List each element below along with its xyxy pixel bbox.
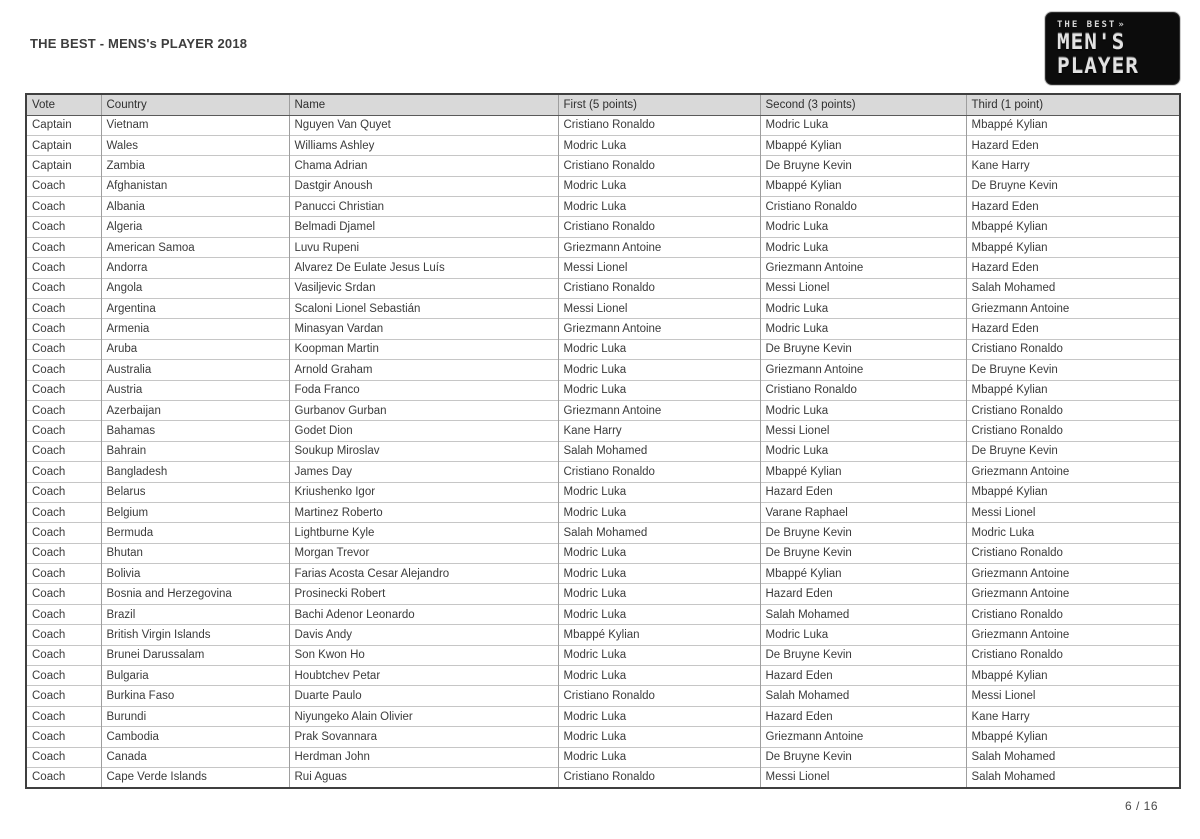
table-cell: Coach: [26, 217, 101, 237]
table-row: [26, 768, 1180, 788]
table-cell: Mbappé Kylian: [558, 625, 760, 645]
table-cell: Coach: [26, 706, 101, 726]
table-cell: Salah Mohamed: [558, 441, 760, 461]
table-row: [26, 237, 1180, 257]
table-cell: Cristiano Ronaldo: [558, 156, 760, 176]
the-best-mens-player-logo: [1045, 12, 1180, 85]
table-row: [26, 360, 1180, 380]
table-cell: De Bruyne Kevin: [760, 523, 966, 543]
table-row: [26, 258, 1180, 278]
table-cell: Messi Lionel: [760, 768, 966, 788]
table-cell: Bolivia: [101, 564, 289, 584]
table-cell: Modric Luka: [760, 625, 966, 645]
column-header-country: Country: [101, 94, 289, 115]
table-cell: Mbappé Kylian: [966, 380, 1180, 400]
table-cell: Houbtchev Petar: [289, 666, 558, 686]
table-row: [26, 115, 1180, 135]
logo-word-mens: MEN'S: [1057, 30, 1126, 54]
table-cell: Vietnam: [101, 115, 289, 135]
table-cell: Bosnia and Herzegovina: [101, 584, 289, 604]
table-row: [26, 482, 1180, 502]
table-row: [26, 278, 1180, 298]
logo-word-player: PLAYER: [1057, 54, 1139, 78]
table-cell: Rui Aguas: [289, 768, 558, 788]
table-cell: De Bruyne Kevin: [966, 176, 1180, 196]
table-cell: Brunei Darussalam: [101, 645, 289, 665]
fifa-mark-icon: »: [1118, 20, 1126, 30]
table-cell: Coach: [26, 176, 101, 196]
table-row: [26, 462, 1180, 482]
table-cell: Modric Luka: [760, 237, 966, 257]
table-header-row: [26, 94, 1180, 115]
table-cell: Hazard Eden: [760, 584, 966, 604]
table-row: [26, 156, 1180, 176]
table-cell: Austria: [101, 380, 289, 400]
table-cell: Chama Adrian: [289, 156, 558, 176]
column-header-third: Third (1 point): [966, 94, 1180, 115]
table-cell: Modric Luka: [558, 135, 760, 155]
table-cell: Martinez Roberto: [289, 502, 558, 522]
table-row: [26, 666, 1180, 686]
table-cell: Prosinecki Robert: [289, 584, 558, 604]
table-cell: Kane Harry: [558, 421, 760, 441]
table-cell: Cristiano Ronaldo: [760, 380, 966, 400]
table-row: [26, 523, 1180, 543]
table-cell: James Day: [289, 462, 558, 482]
table-cell: Hazard Eden: [966, 197, 1180, 217]
table-cell: Coach: [26, 319, 101, 339]
table-cell: Salah Mohamed: [966, 747, 1180, 767]
table-cell: Messi Lionel: [760, 278, 966, 298]
table-cell: Godet Dion: [289, 421, 558, 441]
table-cell: Captain: [26, 135, 101, 155]
table-cell: Modric Luka: [558, 584, 760, 604]
table-cell: Modric Luka: [558, 502, 760, 522]
table-cell: Captain: [26, 156, 101, 176]
table-row: [26, 686, 1180, 706]
table-cell: Modric Luka: [558, 197, 760, 217]
logo-tagline-text: THE BEST: [1057, 20, 1117, 30]
table-cell: Salah Mohamed: [760, 686, 966, 706]
table-cell: Williams Ashley: [289, 135, 558, 155]
table-cell: Griezmann Antoine: [966, 462, 1180, 482]
table-cell: Duarte Paulo: [289, 686, 558, 706]
column-header-second: Second (3 points): [760, 94, 966, 115]
table-cell: Griezmann Antoine: [558, 400, 760, 420]
table-cell: Griezmann Antoine: [966, 625, 1180, 645]
table-cell: Griezmann Antoine: [966, 564, 1180, 584]
table-cell: Modric Luka: [558, 747, 760, 767]
table-cell: Hazard Eden: [966, 135, 1180, 155]
table-cell: De Bruyne Kevin: [760, 645, 966, 665]
table-cell: Coach: [26, 604, 101, 624]
table-cell: Griezmann Antoine: [558, 319, 760, 339]
table-cell: Burundi: [101, 706, 289, 726]
table-cell: Bulgaria: [101, 666, 289, 686]
table-cell: Modric Luka: [760, 319, 966, 339]
table-cell: Andorra: [101, 258, 289, 278]
table-cell: Salah Mohamed: [558, 523, 760, 543]
table-cell: Minasyan Vardan: [289, 319, 558, 339]
table-cell: De Bruyne Kevin: [966, 360, 1180, 380]
table-cell: Cristiano Ronaldo: [966, 604, 1180, 624]
table-cell: De Bruyne Kevin: [760, 156, 966, 176]
table-cell: Modric Luka: [558, 360, 760, 380]
table-cell: Modric Luka: [760, 115, 966, 135]
table-cell: Varane Raphael: [760, 502, 966, 522]
table-cell: Messi Lionel: [760, 421, 966, 441]
table-cell: Griezmann Antoine: [966, 584, 1180, 604]
table-cell: Coach: [26, 666, 101, 686]
table-row: [26, 584, 1180, 604]
table-cell: Messi Lionel: [966, 502, 1180, 522]
table-cell: Coach: [26, 543, 101, 563]
table-cell: Koopman Martin: [289, 339, 558, 359]
table-cell: Coach: [26, 502, 101, 522]
table-cell: Nguyen Van Quyet: [289, 115, 558, 135]
table-cell: Bahrain: [101, 441, 289, 461]
table-cell: Albania: [101, 197, 289, 217]
table-cell: Cristiano Ronaldo: [966, 400, 1180, 420]
column-header-first: First (5 points): [558, 94, 760, 115]
table-cell: Herdman John: [289, 747, 558, 767]
table-cell: Niyungeko Alain Olivier: [289, 706, 558, 726]
table-cell: Cristiano Ronaldo: [558, 278, 760, 298]
table-cell: Messi Lionel: [966, 686, 1180, 706]
table-cell: Salah Mohamed: [966, 768, 1180, 788]
table-cell: Modric Luka: [558, 543, 760, 563]
table-row: [26, 176, 1180, 196]
table-cell: Cristiano Ronaldo: [558, 462, 760, 482]
table-cell: Mbappé Kylian: [760, 176, 966, 196]
table-cell: Modric Luka: [558, 706, 760, 726]
table-cell: Coach: [26, 421, 101, 441]
table-cell: Soukup Miroslav: [289, 441, 558, 461]
table-cell: Griezmann Antoine: [966, 299, 1180, 319]
table-cell: Belarus: [101, 482, 289, 502]
table-cell: Coach: [26, 625, 101, 645]
table-cell: Belmadi Djamel: [289, 217, 558, 237]
table-row: [26, 645, 1180, 665]
table-row: [26, 135, 1180, 155]
table-cell: Algeria: [101, 217, 289, 237]
table-cell: Modric Luka: [760, 441, 966, 461]
table-cell: Modric Luka: [760, 400, 966, 420]
table-cell: Cape Verde Islands: [101, 768, 289, 788]
table-cell: Mbappé Kylian: [760, 135, 966, 155]
table-row: [26, 441, 1180, 461]
table-cell: Griezmann Antoine: [760, 727, 966, 747]
table-cell: Panucci Christian: [289, 197, 558, 217]
table-cell: Modric Luka: [558, 482, 760, 502]
table-row: [26, 625, 1180, 645]
table-cell: Mbappé Kylian: [966, 237, 1180, 257]
table-cell: Gurbanov Gurban: [289, 400, 558, 420]
table-row: [26, 543, 1180, 563]
table-cell: Modric Luka: [760, 299, 966, 319]
table-cell: Mbappé Kylian: [760, 564, 966, 584]
table-cell: Belgium: [101, 502, 289, 522]
table-cell: Armenia: [101, 319, 289, 339]
table-row: [26, 217, 1180, 237]
table-cell: Davis Andy: [289, 625, 558, 645]
column-header-vote: Vote: [26, 94, 101, 115]
table-cell: Aruba: [101, 339, 289, 359]
table-cell: Coach: [26, 768, 101, 788]
table-row: [26, 421, 1180, 441]
table-cell: Cristiano Ronaldo: [558, 768, 760, 788]
table-cell: Afghanistan: [101, 176, 289, 196]
table-cell: Canada: [101, 747, 289, 767]
table-cell: Cristiano Ronaldo: [760, 197, 966, 217]
table-cell: Captain: [26, 115, 101, 135]
table-cell: Angola: [101, 278, 289, 298]
table-cell: Mbappé Kylian: [966, 217, 1180, 237]
table-cell: Bangladesh: [101, 462, 289, 482]
table-cell: Mbappé Kylian: [966, 666, 1180, 686]
table-cell: Coach: [26, 462, 101, 482]
table-cell: Australia: [101, 360, 289, 380]
table-cell: Salah Mohamed: [966, 278, 1180, 298]
table-row: [26, 400, 1180, 420]
table-cell: Coach: [26, 299, 101, 319]
table-cell: British Virgin Islands: [101, 625, 289, 645]
table-cell: Mbappé Kylian: [966, 115, 1180, 135]
table-row: [26, 564, 1180, 584]
table-body: [26, 115, 1180, 788]
table-cell: Vasiljevic Srdan: [289, 278, 558, 298]
table-cell: Coach: [26, 584, 101, 604]
table-cell: Azerbaijan: [101, 400, 289, 420]
table-cell: Cristiano Ronaldo: [558, 686, 760, 706]
table-row: [26, 502, 1180, 522]
table-cell: De Bruyne Kevin: [760, 747, 966, 767]
table-cell: Foda Franco: [289, 380, 558, 400]
table-cell: Griezmann Antoine: [558, 237, 760, 257]
table-cell: Coach: [26, 380, 101, 400]
table-cell: Coach: [26, 360, 101, 380]
table-cell: Griezmann Antoine: [760, 360, 966, 380]
table-row: [26, 747, 1180, 767]
table-cell: Bahamas: [101, 421, 289, 441]
table-cell: Cristiano Ronaldo: [558, 217, 760, 237]
table-cell: Modric Luka: [558, 604, 760, 624]
table-cell: Hazard Eden: [760, 666, 966, 686]
table-cell: Coach: [26, 523, 101, 543]
table-row: [26, 299, 1180, 319]
table-cell: Coach: [26, 482, 101, 502]
table-row: [26, 727, 1180, 747]
table-cell: Cristiano Ronaldo: [966, 645, 1180, 665]
logo-tagline: [1057, 20, 1179, 30]
table-cell: Modric Luka: [966, 523, 1180, 543]
table-cell: Dastgir Anoush: [289, 176, 558, 196]
table-cell: Farias Acosta Cesar Alejandro: [289, 564, 558, 584]
table-cell: Kane Harry: [966, 706, 1180, 726]
table-cell: Coach: [26, 727, 101, 747]
table-row: [26, 380, 1180, 400]
table-cell: Coach: [26, 686, 101, 706]
table-cell: De Bruyne Kevin: [760, 543, 966, 563]
table-cell: Kriushenko Igor: [289, 482, 558, 502]
table-cell: Coach: [26, 400, 101, 420]
table-cell: Bachi Adenor Leonardo: [289, 604, 558, 624]
table-cell: Messi Lionel: [558, 299, 760, 319]
table-cell: Cristiano Ronaldo: [966, 543, 1180, 563]
table-cell: Salah Mohamed: [760, 604, 966, 624]
table-cell: Cambodia: [101, 727, 289, 747]
table-cell: Modric Luka: [558, 564, 760, 584]
table-cell: Argentina: [101, 299, 289, 319]
column-header-name: Name: [289, 94, 558, 115]
table-cell: Cristiano Ronaldo: [558, 115, 760, 135]
table-cell: Coach: [26, 339, 101, 359]
table-cell: Mbappé Kylian: [966, 482, 1180, 502]
table-cell: Modric Luka: [558, 339, 760, 359]
table-cell: Bermuda: [101, 523, 289, 543]
table-row: [26, 339, 1180, 359]
table-cell: Coach: [26, 197, 101, 217]
table-cell: Arnold Graham: [289, 360, 558, 380]
table-cell: Luvu Rupeni: [289, 237, 558, 257]
table-cell: Lightburne Kyle: [289, 523, 558, 543]
table-cell: Hazard Eden: [966, 319, 1180, 339]
page-number: 6 / 16: [1124, 799, 1158, 813]
table-cell: Brazil: [101, 604, 289, 624]
table-cell: Scaloni Lionel Sebastián: [289, 299, 558, 319]
table-cell: Cristiano Ronaldo: [966, 421, 1180, 441]
table-cell: Modric Luka: [558, 645, 760, 665]
table-cell: American Samoa: [101, 237, 289, 257]
table-cell: Hazard Eden: [760, 482, 966, 502]
table-cell: De Bruyne Kevin: [760, 339, 966, 359]
table-cell: De Bruyne Kevin: [966, 441, 1180, 461]
table-cell: Modric Luka: [558, 666, 760, 686]
table-cell: Hazard Eden: [966, 258, 1180, 278]
table-cell: Prak Sovannara: [289, 727, 558, 747]
table-cell: Coach: [26, 258, 101, 278]
table-row: [26, 197, 1180, 217]
table-cell: Kane Harry: [966, 156, 1180, 176]
table-row: [26, 604, 1180, 624]
table-cell: Coach: [26, 237, 101, 257]
table-cell: Morgan Trevor: [289, 543, 558, 563]
table-row: [26, 706, 1180, 726]
table-cell: Burkina Faso: [101, 686, 289, 706]
table-header: [26, 94, 1180, 115]
table-cell: Coach: [26, 564, 101, 584]
table-cell: Zambia: [101, 156, 289, 176]
table-cell: Coach: [26, 441, 101, 461]
table-cell: Bhutan: [101, 543, 289, 563]
table-row: [26, 319, 1180, 339]
table-cell: Wales: [101, 135, 289, 155]
table-cell: Modric Luka: [558, 176, 760, 196]
table-cell: Alvarez De Eulate Jesus Luís: [289, 258, 558, 278]
table-cell: Hazard Eden: [760, 706, 966, 726]
page-title: THE BEST - MENS's PLAYER 2018: [30, 36, 248, 51]
table-cell: Modric Luka: [558, 727, 760, 747]
table-cell: Modric Luka: [760, 217, 966, 237]
table-cell: Coach: [26, 645, 101, 665]
table-cell: Griezmann Antoine: [760, 258, 966, 278]
table-cell: Coach: [26, 747, 101, 767]
table-cell: Coach: [26, 278, 101, 298]
table-cell: Modric Luka: [558, 380, 760, 400]
table-cell: Mbappé Kylian: [966, 727, 1180, 747]
table-cell: Son Kwon Ho: [289, 645, 558, 665]
table-cell: Cristiano Ronaldo: [966, 339, 1180, 359]
table-cell: Messi Lionel: [558, 258, 760, 278]
votes-table: [25, 93, 1181, 789]
table-cell: Mbappé Kylian: [760, 462, 966, 482]
